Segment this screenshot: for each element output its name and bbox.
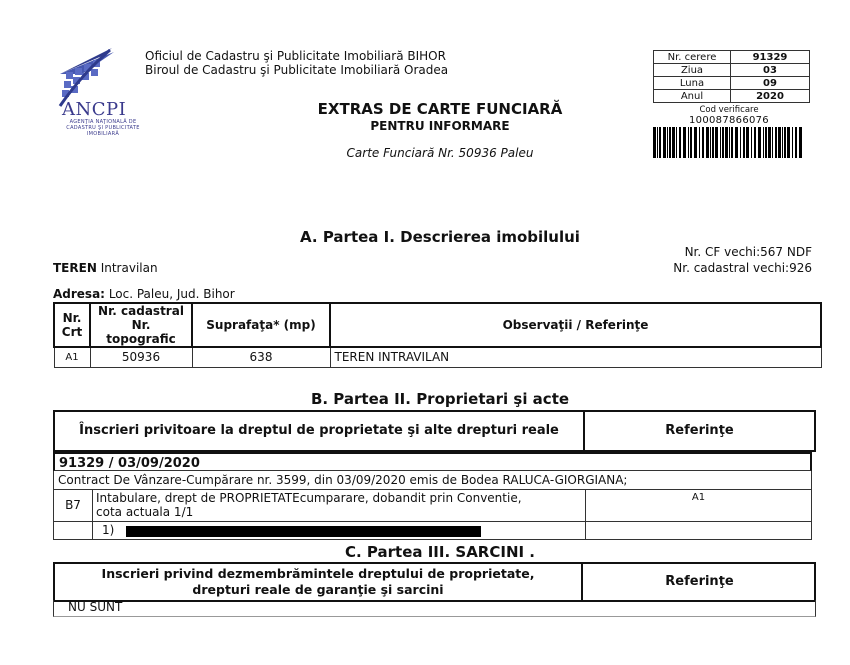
entry-row — [53, 490, 812, 522]
encumbrances-value: NU SUNT — [53, 600, 816, 617]
office-line-2: Biroul de Cadastru şi Publicitate Imobiliară Oradea — [145, 63, 449, 77]
address-value: Loc. Paleu, Jud. Bihor — [108, 287, 235, 301]
entry-text: Intabulare, drept de PROPRIETATEcumparare, dobandit prin Conventie, cota actuala 1/1 — [96, 491, 522, 519]
references-header-c: Referinţe — [665, 574, 734, 589]
property-table — [53, 302, 822, 368]
meta-row: Luna 09 — [654, 77, 810, 90]
entry-id: 91329 / 03/09/2020 — [53, 452, 812, 471]
document-title: EXTRAS DE CARTE FUNCIARĂ — [317, 100, 563, 118]
logo-name: ANCPI — [62, 99, 127, 120]
contract-line: Contract De Vânzare-Cumpărare nr. 3599, din 03/09/2020 emis de Bodea RALUCA-GIORGIANA; — [53, 471, 812, 490]
verification-code-label: Cod verificare — [699, 105, 759, 115]
redacted-owner-name — [126, 526, 481, 537]
col-observatii: Observaţii / Referinţe — [330, 303, 821, 347]
cf-number: Carte Funciară Nr. 50936 Paleu — [346, 146, 534, 160]
part-c-header — [53, 562, 816, 602]
barcode-icon — [653, 127, 805, 158]
address-label: Adresa: — [53, 287, 105, 301]
table-row: A1 50936 638 TEREN INTRAVILAN — [54, 347, 821, 367]
encumbrances-header: Inscrieri privind dezmembrămintele dreptului de proprietate, drepturi reale de garanţie şi sarcini — [55, 564, 583, 600]
cadastral-vechi: Nr. cadastral vechi:926 — [673, 261, 812, 275]
col-suprafata: Suprafaţa* (mp) — [192, 303, 330, 347]
part-a-heading: A. Partea I. Descrierea imobilului — [300, 228, 580, 246]
request-meta-table — [653, 50, 810, 103]
meta-row: Nr. cerere 91329 — [654, 51, 810, 64]
references-header: Referinţe — [665, 423, 734, 438]
part-b-header — [53, 410, 816, 452]
office-header — [145, 49, 448, 77]
col-crt: Nr. Crt — [54, 303, 90, 347]
entry-code: B7 — [54, 490, 93, 521]
meta-row: Anul 2020 — [654, 90, 810, 103]
teren-value: Intravilan — [100, 261, 158, 275]
address-line — [53, 287, 235, 301]
logo-subtitle: AGENŢIA NAŢIONALĂ DE CADASTRU ŞI PUBLICITATE IMOBILIARĂ — [66, 119, 140, 137]
part-b-heading: B. Partea II. Proprietari şi acte — [310, 390, 570, 408]
part-c-heading: C. Partea III. SARCINI . — [345, 543, 535, 561]
verification-code: 100087866076 — [689, 115, 769, 126]
owner-index: 1) — [102, 523, 115, 537]
owner-row — [53, 522, 812, 540]
document-subtitle: PENTRU INFORMARE — [370, 119, 510, 133]
entry-reference: A1 — [691, 492, 706, 503]
office-line-1: Oficiul de Cadastru şi Publicitate Imobiliară BIHOR — [145, 49, 446, 63]
meta-row: Ziua 03 — [654, 64, 810, 77]
teren-line — [53, 261, 158, 275]
rights-header: Înscrieri privitoare la dreptul de proprietate şi alte drepturi reale — [55, 412, 585, 450]
cf-vechi: Nr. CF vechi:567 NDF — [684, 245, 812, 259]
col-cadastral: Nr. cadastral Nr. topografic — [90, 303, 192, 347]
teren-label: TEREN — [53, 261, 97, 275]
